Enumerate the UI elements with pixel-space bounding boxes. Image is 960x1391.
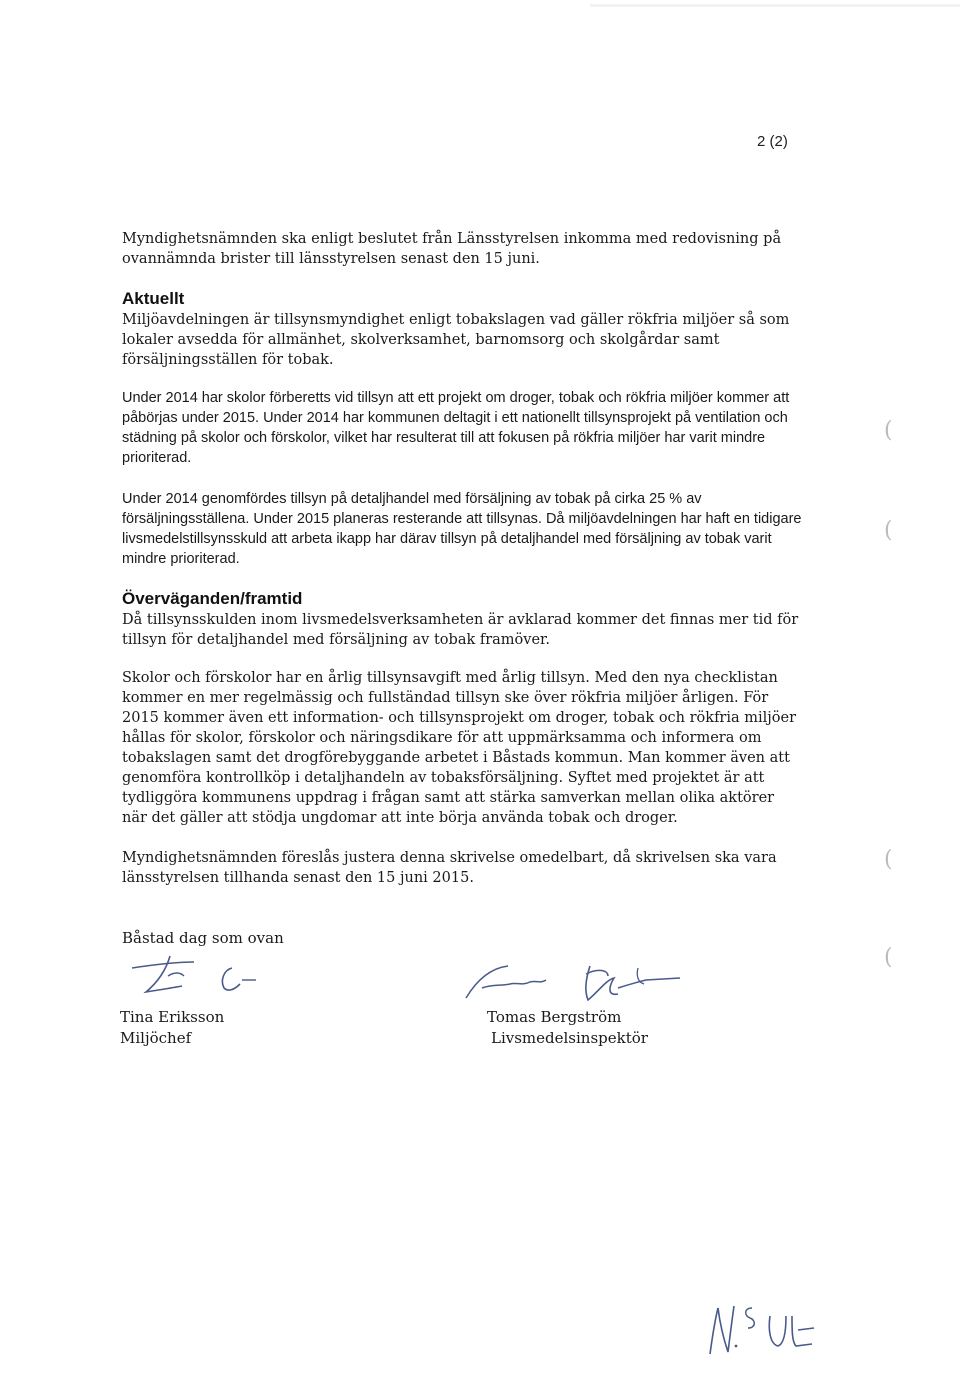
section-current-paragraph-3: Under 2014 genomfördes tillsyn på detaljhandel med försäljning av tobak på cirka 25 % av försäljningsställena. Under 2015 planeras resterande att tillsynas. Då miljöavdelningen har haft en tidigare livsmedelstillsynsskuld att arbeta ikapp har därav tillsyn på detaljhandel med försäljning av tobak varit mindre prioriterad. bbox=[122, 491, 802, 567]
section-future-paragraph-3: Myndighetsnämnden föreslås justera denna skrivelse omedelbart, då skrivelsen ska vara länsstyrelsen tillhanda senast den 15 juni 2015. bbox=[122, 850, 777, 886]
section-future-p3-block bbox=[122, 848, 802, 888]
signatory-1-name: Tina Eriksson bbox=[120, 1008, 225, 1026]
section-future bbox=[122, 588, 802, 650]
signatory-2-name: Tomas Bergström bbox=[487, 1008, 622, 1026]
section-current-paragraph-1: Miljöavdelningen är tillsynsmyndighet enligt tobakslagen vad gäller rökfria miljöer så som lokaler avsedda för allmänhet, skolverksamhet, barnomsorg och skolgårdar samt försäljningsställen för tobak. bbox=[122, 312, 790, 368]
section-current-p2-block bbox=[122, 388, 812, 468]
signatory-1 bbox=[120, 1007, 224, 1049]
section-current-paragraph-2: Under 2014 har skolor förberetts vid tillsyn att ett projekt om droger, tobak och rökfria miljöer kommer att påbörjas under 2015. Under 2014 har kommunen deltagit i ett nationellt tillsynsprojekt på ventilation och städning på skolor och förskolor, vilket har resulterat till att fokusen på rökfria miljöer har varit mindre prioriterad. bbox=[122, 390, 790, 466]
signatory-2 bbox=[487, 1007, 648, 1049]
section-current-heading: Aktuellt bbox=[122, 289, 185, 308]
margin-mark-3: ( bbox=[884, 847, 893, 872]
signatory-2-title: Livsmedelsinspektör bbox=[491, 1029, 648, 1047]
signature-tina-eriksson-image bbox=[128, 950, 268, 1000]
intro-block bbox=[122, 229, 782, 269]
signature-tomas-bergstrom-image bbox=[458, 958, 688, 1008]
section-current bbox=[122, 288, 802, 370]
margin-mark-2: ( bbox=[884, 518, 893, 543]
margin-mark-4: ( bbox=[884, 945, 893, 970]
margin-mark-1: ( bbox=[884, 418, 893, 443]
place-date-block bbox=[122, 928, 812, 948]
section-current-p3-block bbox=[122, 489, 802, 569]
scan-edge-line bbox=[590, 4, 960, 7]
page-number: 2 (2) bbox=[757, 133, 788, 150]
signatory-1-title: Miljöchef bbox=[120, 1029, 192, 1047]
section-future-heading: Överväganden/framtid bbox=[122, 589, 303, 608]
section-future-paragraph-1: Då tillsynsskulden inom livsmedelsverksamheten är avklarad kommer det finnas mer tid för tillsyn för detaljhandel med försäljning av tobak framöver. bbox=[122, 612, 799, 648]
section-future-p2-block bbox=[122, 668, 802, 828]
handwritten-initials-image bbox=[700, 1300, 820, 1360]
intro-paragraph: Myndighetsnämnden ska enligt beslutet från Länsstyrelsen inkomma med redovisning på ovannämnda brister till länsstyrelsen senast den 15 juni. bbox=[122, 231, 782, 267]
section-future-paragraph-2: Skolor och förskolor har en årlig tillsynsavgift med årlig tillsyn. Med den nya checklistan kommer en mer regelmässig och fullständad tillsyn ske över rökfria miljöer årligen. För 2015 kommer även ett information- och tillsynsprojekt om droger, tobak och rökfria miljöer hållas för skolor, förskolor och näringsdikare för att uppmärksamma och informera om tobakslagen samt det drogförebyggande arbetet i Båstads kommun. Man kommer även att genomföra kontrollköp i detaljhandeln av tobaksförsäljning. Syftet med projektet är att tydliggöra kommunens uppdrag i frågan samt att stärka samverkan mellan olika aktörer när det gäller att stödja ungdomar att inte börja använda tobak och droger. bbox=[122, 670, 797, 826]
place-date: Båstad dag som ovan bbox=[122, 929, 284, 947]
